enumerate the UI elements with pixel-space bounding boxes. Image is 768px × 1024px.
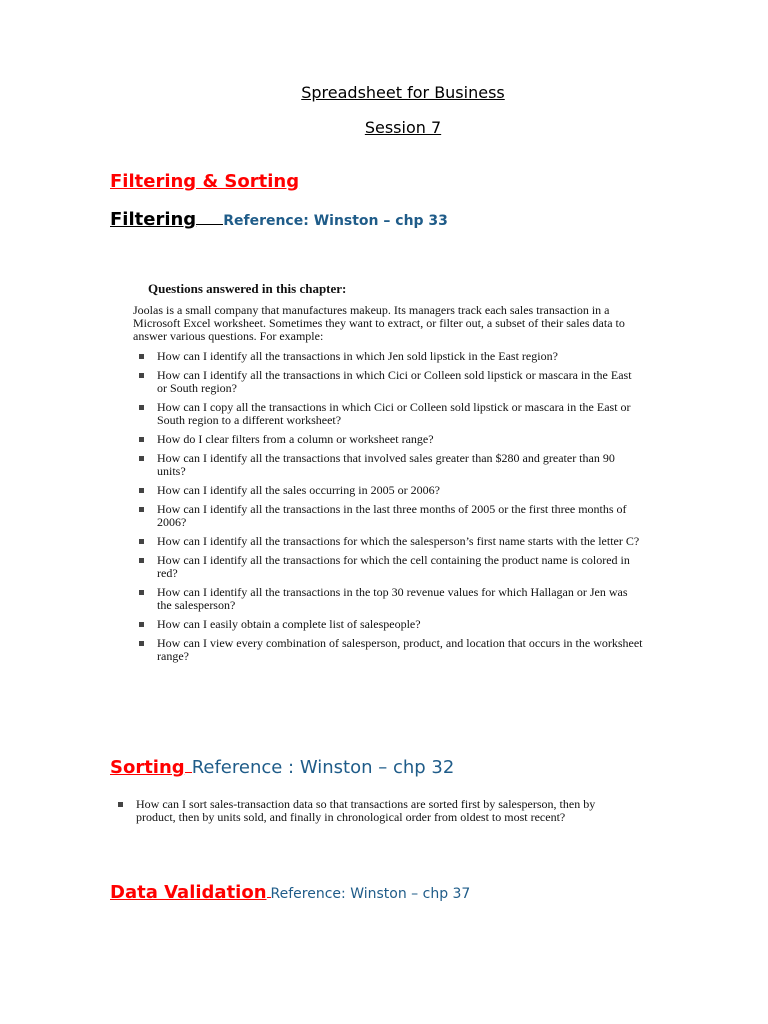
bullet-square-icon (139, 558, 144, 563)
list-item: How can I copy all the transactions in which Cici or Colleen sold lipstick or mascara in the East or South region to a different worksheet? (133, 401, 643, 427)
bullet-square-icon (139, 622, 144, 627)
bullet-square-icon (139, 539, 144, 544)
list-item: How can I identify all the transactions in which Jen sold lipstick in the East region? (133, 350, 643, 363)
filtering-excerpt (133, 282, 643, 669)
list-item: How can I identify all the transactions that involved sales greater than $280 and greater than 90 units? (133, 452, 643, 478)
list-item: How can I identify all the sales occurring in 2005 or 2006? (133, 484, 643, 497)
list-item: How can I identify all the transactions in the top 30 revenue values for which Hallagan or Jen was the salesperson? (133, 586, 643, 612)
heading-underline-gap (196, 224, 223, 225)
list-item: How can I easily obtain a complete list of salespeople? (133, 618, 643, 631)
heading-underline-gap (185, 772, 192, 773)
bullet-square-icon (139, 437, 144, 442)
list-item: How do I clear filters from a column or worksheet range? (133, 433, 643, 446)
excerpt-heading: Questions answered in this chapter: (148, 281, 347, 296)
sorting-heading-row (110, 757, 454, 778)
data-validation-heading-row (110, 882, 470, 903)
list-item: How can I identify all the transactions in which Cici or Colleen sold lipstick or mascara in the East or South region? (133, 369, 643, 395)
list-item: How can I sort sales-transaction data so that transactions are sorted first by salesperson, then by product, then by units sold, and finally in chronological order from oldest to most recent? (112, 798, 612, 824)
bullet-square-icon (139, 488, 144, 493)
list-item: How can I view every combination of salesperson, product, and location that occurs in the worksheet range? (133, 637, 643, 663)
document-title: Spreadsheet for Business (301, 83, 505, 102)
list-item: How can I identify all the transactions for which the cell containing the product name is colored in red? (133, 554, 643, 580)
bullet-square-icon (139, 373, 144, 378)
question-list (112, 798, 612, 824)
sorting-excerpt (112, 798, 612, 830)
list-item: How can I identify all the transactions in the last three months of 2005 or the first three months of 2006? (133, 503, 643, 529)
bullet-square-icon (139, 405, 144, 410)
bullet-square-icon (139, 590, 144, 595)
bullet-square-icon (139, 456, 144, 461)
filtering-heading-row (110, 209, 448, 230)
excerpt-intro: Joolas is a small company that manufactures makeup. Its managers track each sales transaction in a Microsoft Excel worksheet. Sometimes they want to extract, or filter out, a subset of their sales data to answer various questions. For example: (133, 303, 625, 343)
sorting-heading: Sorting (110, 757, 185, 778)
data-validation-heading: Data Validation (110, 882, 267, 903)
filtering-sorting-heading: Filtering & Sorting (110, 171, 300, 192)
data-validation-reference: Reference: Winston – chp 37 (270, 886, 471, 902)
bullet-square-icon (139, 354, 144, 359)
session-label: Session 7 (364, 118, 442, 137)
bullet-square-icon (118, 802, 123, 807)
bullet-square-icon (139, 507, 144, 512)
filtering-reference: Reference: Winston – chp 33 (223, 213, 448, 229)
bullet-square-icon (139, 641, 144, 646)
filtering-heading: Filtering (110, 209, 197, 230)
sorting-reference: Reference : Winston – chp 32 (191, 757, 455, 778)
question-list (133, 350, 643, 663)
list-item: How can I identify all the transactions for which the salesperson’s first name starts with the letter C? (133, 535, 643, 548)
